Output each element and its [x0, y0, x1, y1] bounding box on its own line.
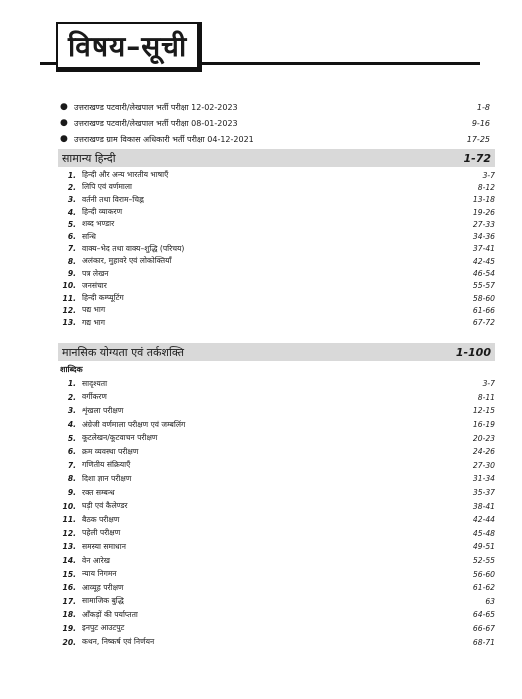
- toc-number: 5.: [67, 433, 76, 443]
- toc-number: 8.: [67, 256, 76, 266]
- toc-row: [58, 255, 495, 267]
- toc-number: 4.: [67, 207, 76, 217]
- toc-row: [58, 317, 495, 329]
- toc-row: [58, 230, 495, 242]
- exam-paper-row: [60, 116, 490, 130]
- toc-number: 8.: [67, 474, 76, 484]
- toc-label: आव्यूह परीक्षण: [82, 582, 124, 592]
- exam-paper-pages: 17-25: [466, 134, 490, 144]
- toc-number: 13.: [62, 318, 76, 328]
- toc-number: 10.: [62, 281, 76, 291]
- toc-number: 14.: [62, 556, 76, 566]
- toc-row: [58, 194, 495, 206]
- toc-label: क्रम व्यवस्था परीक्षण: [82, 446, 139, 456]
- toc-row: [58, 635, 495, 649]
- toc-pages: 19-26: [472, 207, 495, 217]
- toc-row: [58, 459, 495, 473]
- toc-row: [58, 206, 495, 218]
- exam-paper-row: [60, 132, 490, 146]
- toc-number: 18.: [62, 610, 76, 620]
- toc-pages: 63: [485, 596, 495, 606]
- toc-label: न्याय निगमन: [82, 569, 117, 579]
- toc-label: रक्त सम्बन्ध: [82, 487, 115, 497]
- exam-paper-title: उत्तराखण्ड ग्राम विकास अधिकारी भर्ती परीक्षा 04-12-2021: [74, 134, 254, 144]
- toc-number: 19.: [62, 623, 76, 633]
- toc-number: 11.: [62, 515, 76, 525]
- toc-pages: 8-11: [477, 392, 495, 402]
- toc-pages: 8-12: [477, 182, 495, 192]
- toc-row: [58, 267, 495, 279]
- toc-row: [58, 292, 495, 304]
- toc-pages: 34-36: [472, 232, 495, 242]
- toc-number: 6.: [67, 232, 76, 242]
- toc-pages: 42-45: [472, 256, 495, 266]
- toc-pages: 49-51: [472, 542, 495, 552]
- toc-pages: 45-48: [472, 528, 495, 538]
- toc-row: [58, 513, 495, 527]
- toc-number: 16.: [62, 583, 76, 593]
- toc-pages: 13-18: [472, 195, 495, 205]
- toc-label: शब्द भण्डार: [82, 219, 115, 229]
- toc-number: 17.: [62, 596, 76, 606]
- toc-row: [58, 243, 495, 255]
- toc-pages: 35-37: [472, 488, 495, 498]
- toc-label: वर्तनी तथा विराम–चिह्न: [82, 194, 144, 204]
- toc-number: 2.: [67, 182, 76, 192]
- toc-number: 1.: [67, 170, 76, 180]
- toc-label: हिन्दी कम्प्यूटिंग: [82, 293, 124, 303]
- toc-row: [58, 404, 495, 418]
- toc-label: जनसंचार: [82, 280, 107, 290]
- toc-number: 10.: [62, 501, 76, 511]
- toc-pages: 27-30: [472, 460, 495, 470]
- exam-paper-pages: 9-16: [471, 118, 490, 128]
- toc-label: पत्र लेखन: [82, 268, 109, 278]
- toc-pages: 24-26: [472, 447, 495, 457]
- toc-number: 7.: [67, 460, 76, 470]
- toc-label: अंग्रेजी वर्णमाला परीक्षण एवं जम्बलिंग: [82, 419, 186, 429]
- toc-row: [58, 581, 495, 595]
- toc-row: [58, 377, 495, 391]
- toc-row: [58, 391, 495, 405]
- toc-label: वाक्य–भेद तथा वाक्य–शुद्धि (परिचय): [82, 243, 185, 253]
- toc-row: [58, 445, 495, 459]
- toc-pages: 3-7: [482, 170, 495, 180]
- toc-row: [58, 472, 495, 486]
- toc-label: समस्या समाधान: [82, 541, 126, 551]
- toc-label: आँकड़ों की पर्याप्तता: [82, 609, 138, 619]
- toc-number: 5.: [67, 219, 76, 229]
- toc-list-hindi: [58, 169, 495, 329]
- toc-row: [58, 567, 495, 581]
- title-block: [40, 22, 480, 74]
- exam-paper-row: [60, 100, 490, 114]
- toc-pages: 31-34: [472, 474, 495, 484]
- toc-row: [58, 431, 495, 445]
- toc-pages: 12-15: [472, 406, 495, 416]
- toc-label: सामाजिक बुद्धि: [82, 596, 124, 606]
- toc-label: गणितीय संक्रियाएँ: [82, 460, 131, 470]
- toc-pages: 42-44: [472, 515, 495, 525]
- toc-row: [58, 527, 495, 541]
- bullet-icon: ●: [60, 134, 68, 144]
- section-header-hindi: [58, 149, 495, 167]
- toc-row: [58, 499, 495, 513]
- section-title: सामान्य हिन्दी: [62, 151, 116, 165]
- toc-row: [58, 540, 495, 554]
- toc-number: 3.: [67, 195, 76, 205]
- toc-label: सन्धि: [82, 231, 96, 241]
- toc-pages: 66-67: [472, 623, 495, 633]
- toc-pages: 16-19: [472, 420, 495, 430]
- toc-row: [58, 486, 495, 500]
- toc-label: गद्य भाग: [82, 317, 106, 327]
- toc-label: कूटलेखन/कूटवाचन परीक्षण: [82, 433, 158, 443]
- exam-paper-pages: 1-8: [476, 102, 490, 112]
- toc-label: अलंकार, मुहावरे एवं लोकोक्तियाँ: [82, 256, 172, 266]
- toc-pages: 68-71: [472, 637, 495, 647]
- toc-pages: 38-41: [472, 501, 495, 511]
- toc-row: [58, 608, 495, 622]
- toc-row: [58, 595, 495, 609]
- toc-list-reasoning: [58, 377, 495, 649]
- toc-pages: 58-60: [472, 293, 495, 303]
- bullet-icon: ●: [60, 102, 68, 112]
- subsection-heading: शाब्दिक: [60, 365, 83, 374]
- toc-number: 9.: [67, 269, 76, 279]
- toc-number: 15.: [62, 569, 76, 579]
- toc-pages: 52-55: [472, 556, 495, 566]
- section-page-range: 1-100: [455, 345, 491, 359]
- toc-number: 12.: [62, 305, 76, 315]
- exam-paper-list: [60, 100, 490, 148]
- toc-number: 2.: [67, 392, 76, 402]
- toc-number: 1.: [67, 379, 76, 389]
- toc-pages: 20-23: [472, 433, 495, 443]
- bullet-icon: ●: [60, 118, 68, 128]
- toc-pages: 37-41: [472, 244, 495, 254]
- toc-label: बैठक परीक्षण: [82, 514, 120, 524]
- toc-number: 7.: [67, 244, 76, 254]
- toc-pages: 61-66: [472, 305, 495, 315]
- toc-number: 11.: [62, 293, 76, 303]
- toc-row: [58, 304, 495, 316]
- toc-label: पद्य भाग: [82, 305, 106, 315]
- toc-number: 6.: [67, 447, 76, 457]
- toc-number: 12.: [62, 528, 76, 538]
- toc-row: [58, 554, 495, 568]
- toc-pages: 3-7: [482, 379, 495, 389]
- toc-pages: 56-60: [472, 569, 495, 579]
- toc-row: [58, 622, 495, 636]
- toc-number: 20.: [62, 637, 76, 647]
- section-header-reasoning: [58, 343, 495, 361]
- toc-number: 3.: [67, 406, 76, 416]
- toc-row: [58, 218, 495, 230]
- toc-label: लिपि एवं वर्णमाला: [82, 182, 132, 192]
- exam-paper-title: उत्तराखण्ड पटवारी/लेखपाल भर्ती परीक्षा 08-01-2023: [74, 118, 238, 128]
- toc-label: पहेली परीक्षण: [82, 528, 121, 538]
- toc-pages: 67-72: [472, 318, 495, 328]
- toc-label: हिन्दी और अन्य भारतीय भाषाएँ: [82, 170, 169, 180]
- toc-number: 9.: [67, 488, 76, 498]
- toc-label: दिशा ज्ञान परीक्षण: [82, 473, 132, 483]
- toc-pages: 64-65: [472, 610, 495, 620]
- toc-label: शृंखला परीक्षण: [82, 405, 124, 415]
- toc-row: [58, 169, 495, 181]
- toc-label: कथन, निष्कर्ष एवं निर्णयन: [82, 637, 155, 647]
- exam-paper-title: उत्तराखण्ड पटवारी/लेखपाल भर्ती परीक्षा 12-02-2023: [74, 102, 238, 112]
- toc-row: [58, 181, 495, 193]
- section-title: मानसिक योग्यता एवं तर्कशक्ति: [62, 345, 184, 359]
- toc-pages: 55-57: [472, 281, 495, 291]
- section-page-range: 1-72: [463, 151, 491, 165]
- toc-label: हिन्दी व्याकरण: [82, 207, 123, 217]
- page-title: विषय–सूची: [56, 22, 202, 72]
- toc-row: [58, 280, 495, 292]
- toc-pages: 46-54: [472, 269, 495, 279]
- toc-label: इनपुट आउटपुट: [82, 623, 125, 633]
- toc-number: 4.: [67, 420, 76, 430]
- toc-label: घड़ी एवं कैलेण्डर: [82, 501, 128, 511]
- toc-row: [58, 418, 495, 432]
- toc-number: 13.: [62, 542, 76, 552]
- toc-label: वर्गीकरण: [82, 392, 107, 402]
- toc-label: सादृश्यता: [82, 378, 108, 388]
- toc-label: वेन आरेख: [82, 555, 110, 565]
- toc-pages: 27-33: [472, 219, 495, 229]
- toc-pages: 61-62: [472, 583, 495, 593]
